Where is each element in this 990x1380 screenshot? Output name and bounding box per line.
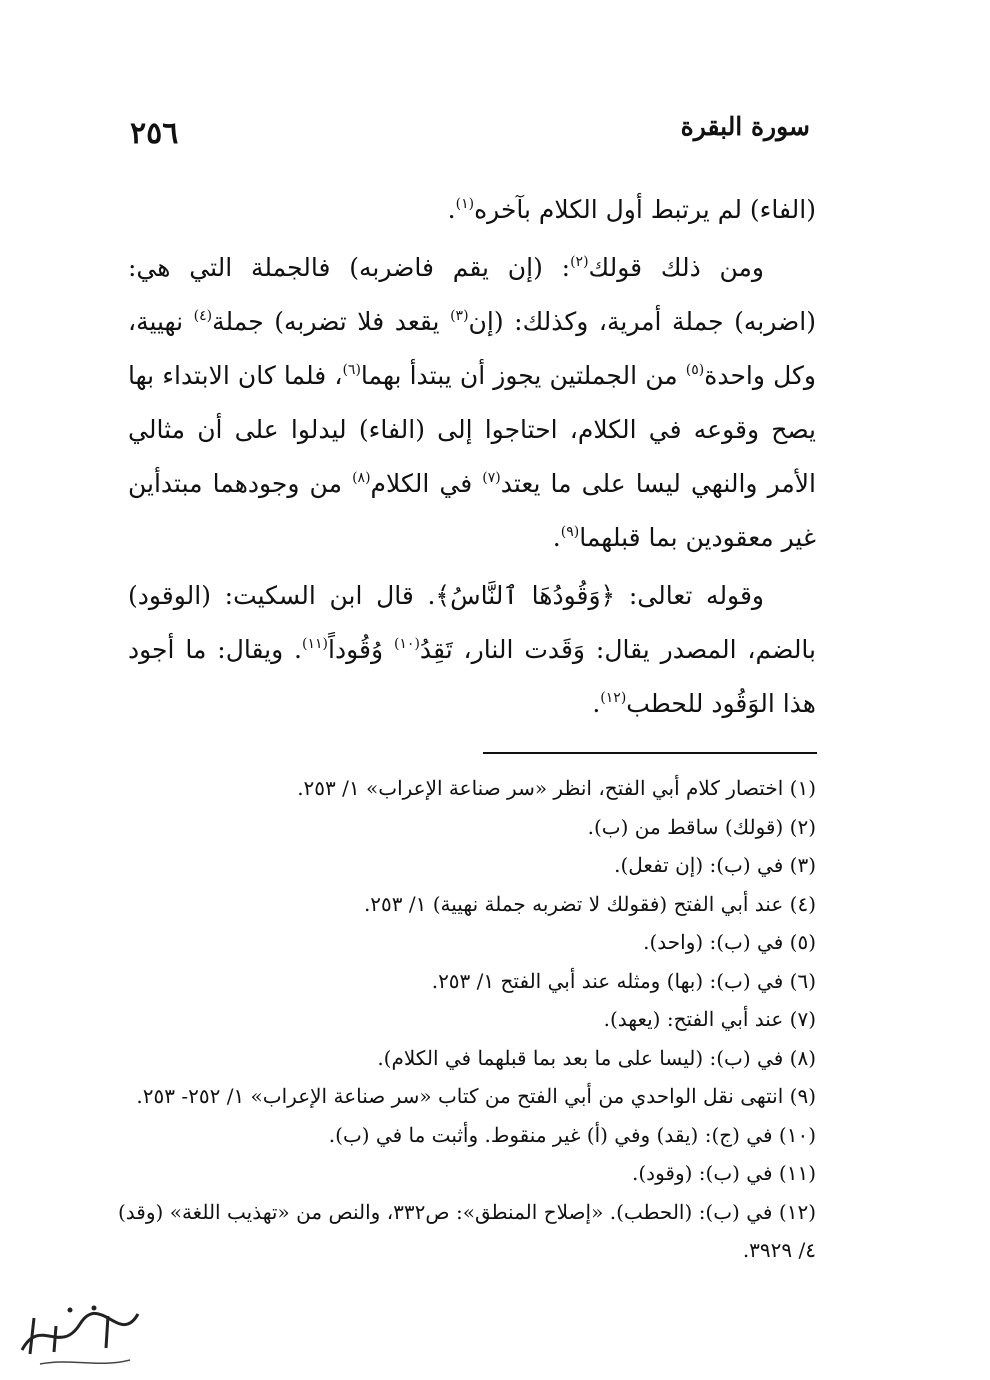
text-segment: ، فلما كان الابتداء بها يصح وقوعه في الكلام، احتاجوا إلى (الفاء) ليدلوا على أن مثالي الأمر والنهي ليسا على ما يعتد — [128, 361, 816, 498]
text-segment: في الكلام — [370, 469, 483, 498]
footnote-marker: (١٠) — [393, 636, 420, 652]
footnote: (٤) عند أبي الفتح (فقولك لا تضربه جملة نهيية) ١/ ٢٥٣. — [363, 891, 816, 916]
footnote-marker: (٤) — [193, 308, 213, 324]
logo-calligraphy-icon — [10, 1296, 150, 1376]
footnote: (٨) في (ب): (ليسا على ما بعد بما قبلهما في الكلام). — [377, 1045, 816, 1070]
body-paragraph — [128, 569, 816, 731]
footnote-marker: (٦) — [342, 362, 361, 378]
page-number: ٢٥٦ — [130, 116, 179, 151]
text-segment: . — [447, 195, 456, 224]
footnote: (٢) (قولك) ساقط من (ب). — [587, 814, 816, 839]
footnote-marker: (٩) — [560, 524, 580, 540]
publisher-logo — [10, 1296, 150, 1376]
footnote: (١٠) في (ج): (يقد) وفي (أ) غير منقوط. وأثبت ما في (ب). — [328, 1122, 816, 1147]
text-segment: (الفاء) لم يرتبط أول الكلام بآخره — [474, 195, 816, 224]
text-segment: وُقُوداً — [328, 635, 394, 664]
footnote: (٣) في (ب): (إن تفعل). — [614, 853, 816, 877]
text-segment: . — [592, 689, 601, 718]
footnote-marker: (١١) — [302, 636, 328, 652]
footnote: (١١) في (ب): (وقود). — [632, 1161, 816, 1185]
footnote: (١٢) في (ب): (الحطب). «إصلاح المنطق»: ص٣٣٢، والنص من «تهذيب اللغة» (وقد) ٤/ ٣٩٢٩. — [118, 1199, 816, 1262]
text-segment: : (إن يقم فاضربه) فالجملة التي هي: (اضربه) جملة أمرية، وكذلك: (إن — [128, 253, 816, 336]
text-segment: من الجملتين يجوز أن يبتدأ بهما — [360, 361, 686, 390]
footnotes — [118, 769, 816, 1270]
text-segment: نهيية، وكل واحدة — [128, 307, 816, 390]
footnote-separator — [483, 752, 817, 754]
footnote-marker: (٧) — [482, 470, 501, 486]
body-paragraph — [128, 183, 816, 237]
footnote-marker: (٨) — [352, 470, 371, 486]
text-segment: ومن ذلك قولك — [588, 253, 764, 282]
running-header — [130, 112, 810, 160]
footnote-marker: (٥) — [685, 362, 705, 378]
footnote: (١) اختصار كلام أبي الفتح، انظر «سر صناعة الإعراب» ١/ ٢٥٣. — [297, 776, 816, 800]
footnote: (٦) في (ب): (بها) ومثله عند أبي الفتح ١/ ٢٥٣. — [431, 968, 816, 993]
text-segment: من وجودهما مبتدأين غير معقودين بما قبلهما — [128, 469, 816, 552]
text-segment: . ويقال: ما أجود هذا الوَقُود للحطب — [128, 635, 816, 718]
surah-title: سورة البقرة — [680, 112, 810, 141]
footnote-marker: (١٢) — [600, 690, 627, 706]
text-segment: . — [552, 523, 561, 552]
footnote: (٧) عند أبي الفتح: (يعهد). — [603, 1007, 816, 1031]
footnote: (٥) في (ب): (واحد). — [643, 930, 816, 954]
text-segment: يقعد فلا تضربه) جملة — [212, 307, 451, 336]
footnote-marker: (١) — [455, 196, 475, 212]
footnote-marker: (٢) — [570, 254, 589, 270]
main-text — [128, 183, 816, 731]
footnote-marker: (٣) — [450, 308, 469, 324]
footnote: (٩) انتهى نقل الواحدي من أبي الفتح من كتاب «سر صناعة الإعراب» ١/ ٢٥٢- ٢٥٣. — [136, 1084, 816, 1108]
text-segment: وقوله تعالى: ﴿وَقُودُهَا ٱلنَّاسُ﴾. قال ابن السكيت: (الوقود) بالضم، المصدر يقال: وَقَدت النار، تَقِدُ — [128, 581, 817, 664]
body-paragraph — [128, 241, 816, 565]
